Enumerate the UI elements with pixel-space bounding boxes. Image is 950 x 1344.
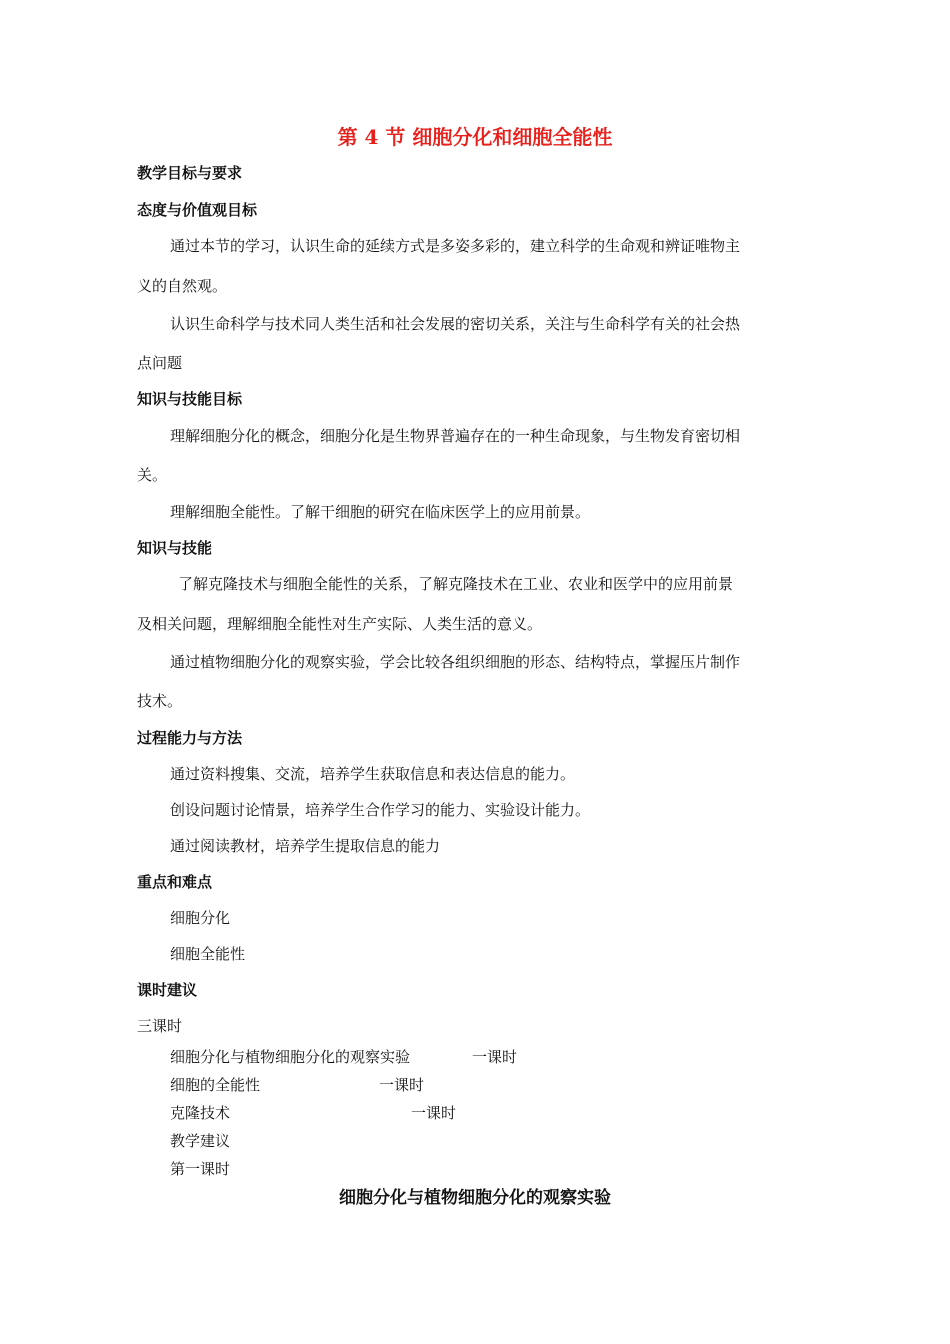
schedule-row-1-topic: 细胞分化与植物细胞分化的观察实验 [170,1048,411,1066]
page-title: 第 4 节 细胞分化和细胞全能性 [337,125,613,149]
heading-knowledge-goals: 知识与技能目标 [137,390,243,408]
heading-key-points: 重点和难点 [137,873,213,891]
teaching-advice: 教学建议 [170,1132,231,1150]
attitude-paragraph-1-line-2: 义的自然观。 [137,277,228,295]
knowledge-skills-paragraph-1-line-1: 了解克隆技术与细胞全能性的关系，了解克隆技术在工业、农业和医学中的应用前景 [178,575,734,593]
heading-process: 过程能力与方法 [137,729,243,747]
key-point-1: 细胞分化 [170,909,231,927]
knowledge-skills-paragraph-2-line-2: 技术。 [137,692,183,710]
knowledge-goals-paragraph-1-line-2: 关。 [137,466,168,484]
process-paragraph-1: 通过资料搜集、交流，培养学生获取信息和表达信息的能力。 [170,765,576,783]
knowledge-skills-paragraph-2-line-1: 通过植物细胞分化的观察实验，学会比较各组织细胞的形态、结构特点，掌握压片制作 [170,653,741,671]
schedule-row-2-hours: 一课时 [379,1076,425,1094]
process-paragraph-3: 通过阅读教材，培养学生提取信息的能力 [170,837,441,855]
process-paragraph-2: 创设问题讨论情景，培养学生合作学习的能力、实验设计能力。 [170,801,591,819]
schedule-row-2-topic: 细胞的全能性 [170,1076,261,1094]
attitude-paragraph-1-line-1: 通过本节的学习，认识生命的延续方式是多姿多彩的，建立科学的生命观和辨证唯物主 [170,237,741,255]
attitude-paragraph-2-line-2: 点问题 [137,354,183,372]
schedule-total: 三课时 [137,1017,183,1035]
attitude-paragraph-2-line-1: 认识生命科学与技术同人类生活和社会发展的密切关系，关注与生命科学有关的社会热 [170,315,741,333]
heading-attitude: 态度与价值观目标 [137,201,258,219]
knowledge-goals-paragraph-1-line-1: 理解细胞分化的概念，细胞分化是生物界普遍存在的一种生命现象，与生物发育密切相 [170,427,741,445]
heading-schedule: 课时建议 [137,981,198,999]
schedule-row-3-hours: 一课时 [411,1104,457,1122]
knowledge-goals-paragraph-2: 理解细胞全能性。了解干细胞的研究在临床医学上的应用前景。 [170,503,591,521]
lesson-one-label: 第一课时 [170,1160,231,1178]
heading-goals: 教学目标与要求 [137,164,243,182]
schedule-row-1-hours: 一课时 [472,1048,518,1066]
heading-knowledge-skills: 知识与技能 [137,539,213,557]
schedule-row-3-topic: 克隆技术 [170,1104,231,1122]
knowledge-skills-paragraph-1-line-2: 及相关问题，理解细胞全能性对生产实际、人类生活的意义。 [137,615,543,633]
lesson-one-title: 细胞分化与植物细胞分化的观察实验 [339,1188,611,1208]
key-point-2: 细胞全能性 [170,945,246,963]
